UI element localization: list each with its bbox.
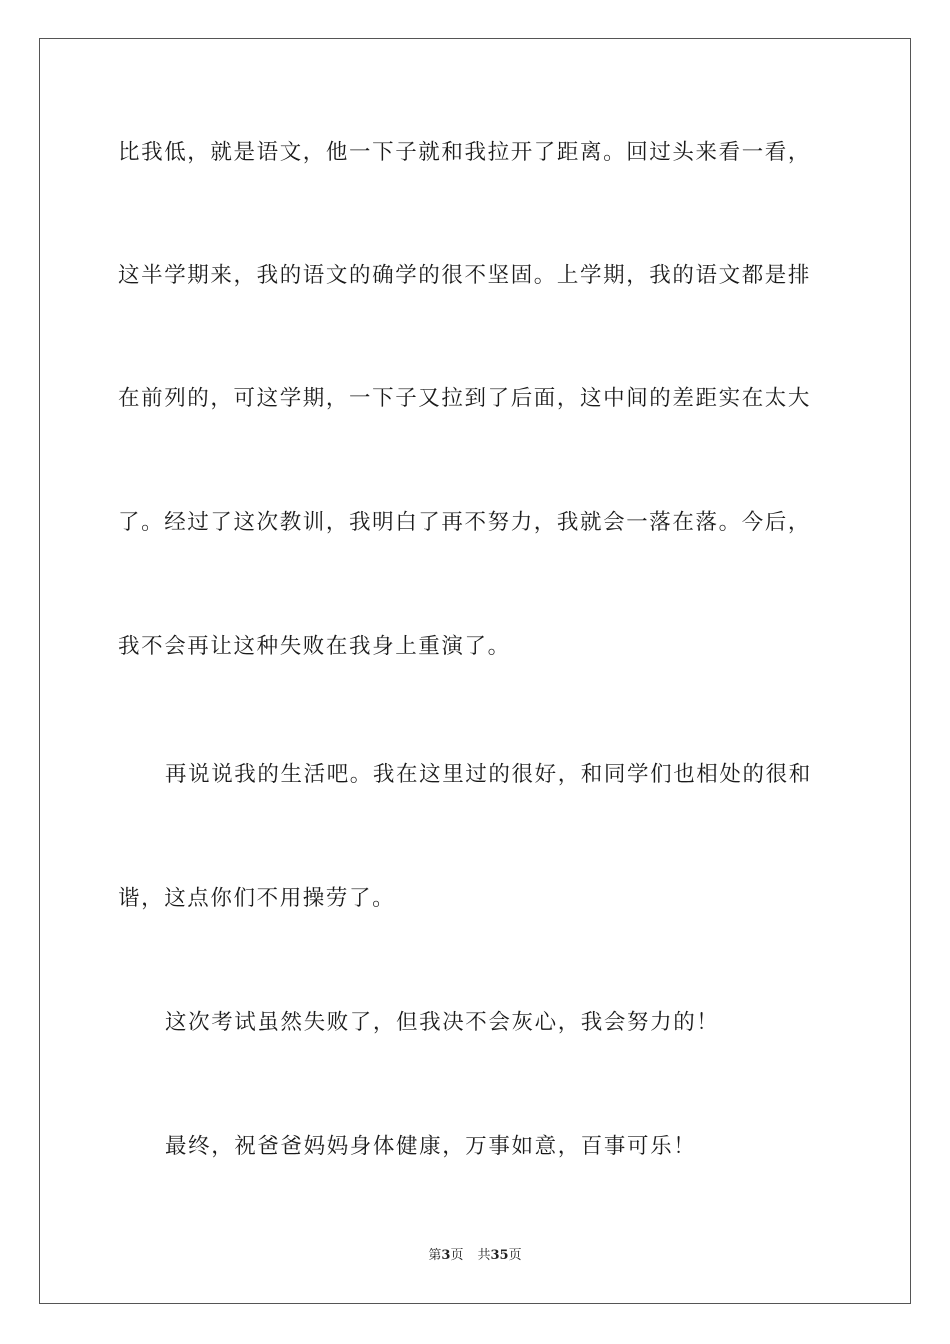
page-number-prefix: 第 bbox=[428, 1248, 442, 1263]
body-text-line: 我不会再让这种失败在我身上重演了。 bbox=[118, 634, 511, 659]
total-pages-suffix: 页 bbox=[508, 1248, 522, 1263]
page-number: 3 bbox=[441, 1248, 451, 1263]
body-text-line: 比我低，就是语文，他一下子就和我拉开了距离。回过头来看一看， bbox=[118, 140, 812, 165]
body-text-line: 了。经过了这次教训，我明白了再不努力，我就会一落在落。今后， bbox=[118, 510, 812, 535]
body-text-line: 最终，祝爸爸妈妈身体健康，万事如意，百事可乐！ bbox=[165, 1134, 697, 1159]
body-text-line: 这半学期来，我的语文的确学的很不坚固。上学期，我的语文都是排 bbox=[118, 263, 812, 288]
page-footer bbox=[0, 1246, 950, 1266]
page-border bbox=[39, 38, 911, 1304]
page-number-suffix: 页 bbox=[450, 1248, 464, 1263]
body-text-line: 谐，这点你们不用操劳了。 bbox=[118, 886, 396, 911]
total-pages: 35 bbox=[490, 1248, 509, 1263]
body-text-line: 在前列的，可这学期，一下子又拉到了后面，这中间的差距实在太大 bbox=[118, 386, 812, 411]
total-pages-prefix: 共 bbox=[477, 1248, 491, 1263]
body-text-line: 再说说我的生活吧。我在这里过的很好，和同学们也相处的很和 bbox=[165, 762, 812, 787]
body-text-line: 这次考试虽然失败了，但我决不会灰心，我会努力的！ bbox=[165, 1010, 720, 1035]
